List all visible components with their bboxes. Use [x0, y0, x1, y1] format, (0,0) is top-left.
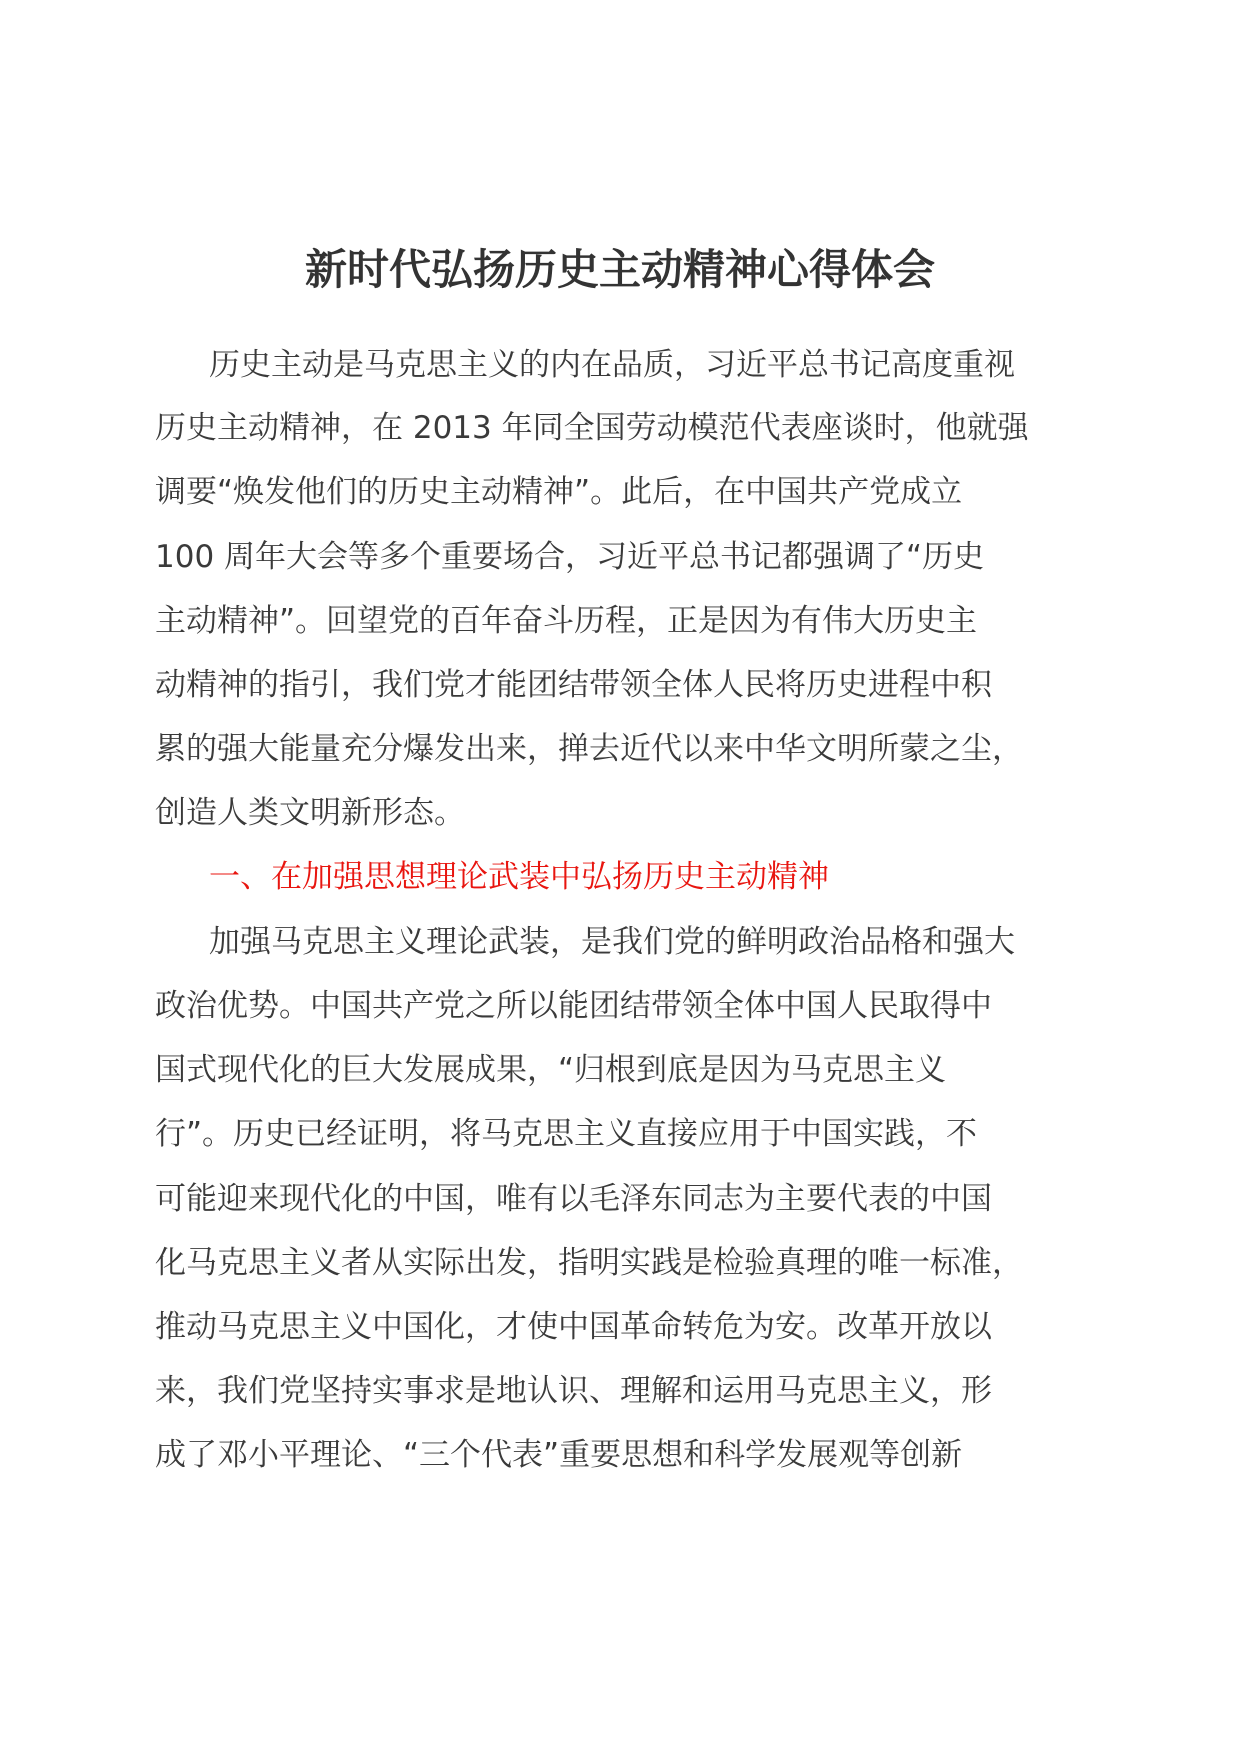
paragraph-line: 历史主动是马克思主义的内在品质，习近平总书记高度重视: [209, 347, 1015, 383]
paragraph-line: 动精神的指引，我们党才能团结带领全体人民将历史进程中积: [155, 667, 992, 703]
paragraph-line: 可能迎来现代化的中国，唯有以毛泽东同志为主要代表的中国: [155, 1181, 992, 1217]
paragraph-line: 创造人类文明新形态。: [155, 795, 465, 831]
paragraph-line: 100 周年大会等多个重要场合，习近平总书记都强调了“历史: [155, 539, 985, 575]
paragraph-line: 行”。历史已经证明，将马克思主义直接应用于中国实践，不: [155, 1116, 978, 1152]
paragraph-line: 主动精神”。回望党的百年奋斗历程，正是因为有伟大历史主: [155, 603, 978, 639]
paragraph-line: 成了邓小平理论、“三个代表”重要思想和科学发展观等创新: [155, 1437, 963, 1473]
paragraph-line: 来，我们党坚持实事求是地认识、理解和运用马克思主义，形: [155, 1373, 992, 1409]
paragraph-line: 历史主动精神，在 2013 年同全国劳动模范代表座谈时，他就强: [155, 410, 1029, 446]
document-title: 新时代弘扬历史主动精神心得体会: [304, 245, 935, 294]
section-heading: 一、在加强思想理论武装中弘扬历史主动精神: [209, 859, 829, 895]
paragraph-line: 政治优势。中国共产党之所以能团结带领全体中国人民取得中: [155, 988, 992, 1024]
paragraph-line: 累的强大能量充分爆发出来，掸去近代以来中华文明所蒙之尘，: [155, 731, 1023, 767]
paragraph-line: 化马克思主义者从实际出发，指明实践是检验真理的唯一标准，: [155, 1245, 1023, 1281]
paragraph-line: 加强马克思主义理论武装，是我们党的鲜明政治品格和强大: [209, 924, 1015, 960]
paragraph-line: 国式现代化的巨大发展成果，“归根到底是因为马克思主义: [155, 1052, 947, 1088]
paragraph-line: 推动马克思主义中国化，才使中国革命转危为安。改革开放以: [155, 1309, 992, 1345]
paragraph-line: 调要“焕发他们的历史主动精神”。此后，在中国共产党成立: [155, 474, 963, 510]
